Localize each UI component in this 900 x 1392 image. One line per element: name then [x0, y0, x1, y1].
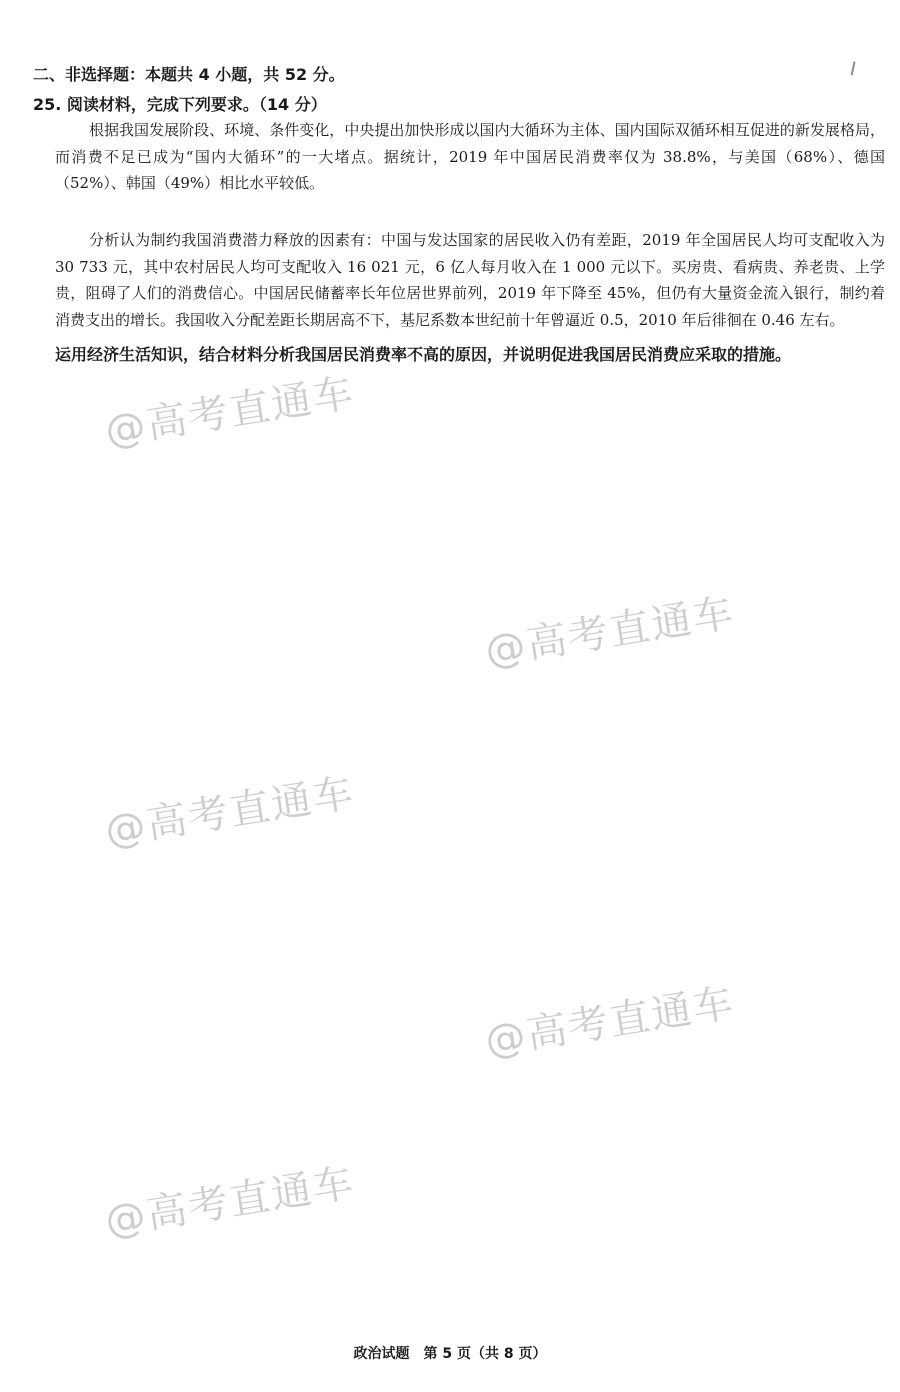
material-paragraph-1: 根据我国发展阶段、环境、条件变化，中央提出加快形成以国内大循环为主体、国内国际双循环相互促进的新发展格局，而消费不足已成为“国内大循环”的一大堵点。据统计，2019 年中国居民消费率仅为 38.8%，与美国（68%）、德国（52%）、韩国（49%）相比水平较低。: [55, 121, 885, 192]
watermark: @高考直通车: [481, 589, 739, 675]
watermark: @高考直通车: [101, 769, 359, 855]
watermark: @高考直通车: [481, 979, 739, 1065]
material-paragraph-2: 分析认为制约我国消费潜力释放的因素有：中国与发达国家的居民收入仍有差距，2019 年全国居民人均可支配收入为 30 733 元，其中农村居民人均可支配收入 16 021 元，6 亿人每月收入在 1 000 元以下。买房贵、看病贵、养老贵、上学贵，阻碍了人们的消费信心。中国居民储蓄率长年位居世界前列，2019 年下降至 45%，但仍有大量资金流入银行，制约着消费支出的增长。我国收入分配差距长期居高不下，基尼系数本世纪前十年曾逼近 0.5，2010 年后徘徊在 0.46 左右。: [55, 231, 885, 329]
corner-mark: [851, 61, 862, 76]
watermark: @高考直通车: [101, 1159, 359, 1245]
question-instruction: 运用经济生活知识，结合材料分析我国居民消费率不高的原因，并说明促进我国居民消费应采取的措施。: [55, 345, 792, 364]
page-footer: 政治试题 第 5 页（共 8 页）: [353, 1346, 547, 1362]
section-header: 二、非选择题：本题共 4 小题，共 52 分。: [33, 65, 345, 84]
watermark: @高考直通车: [101, 369, 359, 455]
question-title: 25. 阅读材料，完成下列要求。（14 分）: [33, 95, 327, 114]
